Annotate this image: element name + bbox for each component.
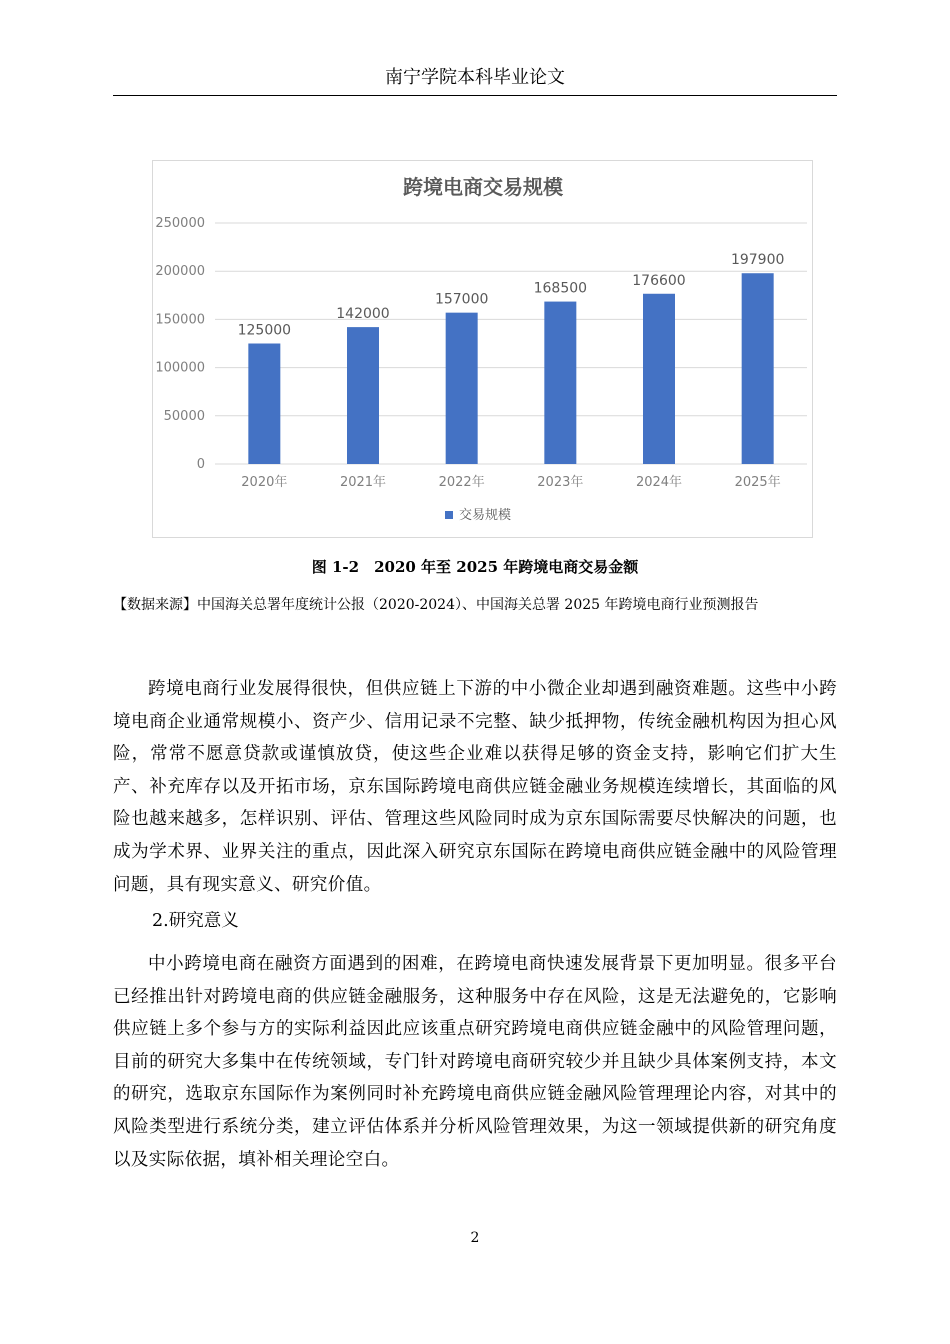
header-rule — [113, 95, 837, 96]
bar-chart — [152, 160, 813, 538]
page-number: 2 — [470, 1230, 480, 1246]
body-paragraph-2: 中小跨境电商在融资方面遇到的困难，在跨境电商快速发展背景下更加明显。很多平台已经推出针对跨境电商的供应链金融服务，这种服务中存在风险，这是无法避免的，它影响供应链上多个参与方的实际利益因此应该重点研究跨境电商供应链金融中的风险管理问题，目前的研究大多集中在传统领域，专门针对跨境电商研究较少并且缺少具体案例支持，本文的研究，选取京东国际作为案例同时补充跨境电商供应链金融风险管理理论内容，对其中的风险类型进行系统分类，建立评估体系并分析风险管理效果，为这一领域提供新的研究角度以及实际依据，填补相关理论空白。 — [113, 954, 837, 1170]
bar — [643, 294, 675, 464]
y-tick-label: 0 — [196, 457, 205, 472]
legend-label: 交易规模 — [459, 508, 512, 523]
x-tick-label: 2024年 — [635, 475, 683, 490]
data-label: 157000 — [434, 291, 489, 308]
bar — [446, 313, 478, 464]
bar — [347, 327, 379, 464]
data-label: 125000 — [237, 322, 292, 339]
y-tick-label: 250000 — [155, 216, 205, 231]
bar — [248, 344, 280, 465]
bars — [248, 273, 773, 464]
figure-caption: 图 1-2 2020 年至 2025 年跨境电商交易金额 — [311, 558, 639, 576]
x-tick-label: 2022年 — [438, 475, 485, 490]
x-axis-ticks — [241, 474, 780, 490]
data-label: 176600 — [632, 272, 686, 289]
chart-svg — [153, 161, 814, 539]
data-label: 197900 — [730, 252, 785, 269]
legend-swatch — [445, 511, 453, 519]
data-label: 142000 — [336, 306, 390, 323]
chart-title: 跨境电商交易规模 — [403, 175, 563, 199]
section-heading: 2.研究意义 — [152, 911, 239, 931]
body-paragraph-1: 跨境电商行业发展得很快，但供应链上下游的中小微企业却遇到融资难题。这些中小跨境电商企业通常规模小、资产少、信用记录不完整、缺少抵押物，传统金融机构因为担心风险，常常不愿意贷款或谨慎放贷，使这些企业难以获得足够的资金支持，影响它们扩大生产、补充库存以及开拓市场，京东国际跨境电商供应链金融业务规模连续增长，其面临的风险也越来越多，怎样识别、评估、管理这些风险同时成为京东国际需要尽快解决的问题，也成为学术界、业界关注的重点，因此深入研究京东国际在跨境电商供应链金融中的风险管理问题，具有现实意义、研究价值。 — [113, 679, 837, 895]
y-tick-label: 50000 — [163, 408, 205, 424]
bar — [544, 302, 576, 464]
source-note: 【数据来源】中国海关总署年度统计公报（2020-2024）、中国海关总署 2025 年跨境电商行业预测报告 — [113, 597, 759, 613]
data-labels — [238, 252, 785, 338]
gridlines — [215, 223, 807, 464]
x-tick-label: 2023年 — [537, 475, 584, 490]
legend — [445, 507, 511, 523]
y-axis-ticks — [155, 216, 205, 472]
x-tick-label: 2025年 — [734, 475, 781, 490]
y-tick-label: 150000 — [155, 312, 205, 328]
y-tick-label: 200000 — [155, 264, 205, 280]
y-tick-label: 100000 — [155, 360, 205, 376]
page-header: 南宁学院本科毕业论文 — [385, 67, 565, 88]
x-tick-label: 2020年 — [241, 475, 288, 490]
x-tick-label: 2021年 — [339, 475, 387, 490]
bar — [742, 273, 774, 464]
data-label: 168500 — [533, 280, 588, 297]
